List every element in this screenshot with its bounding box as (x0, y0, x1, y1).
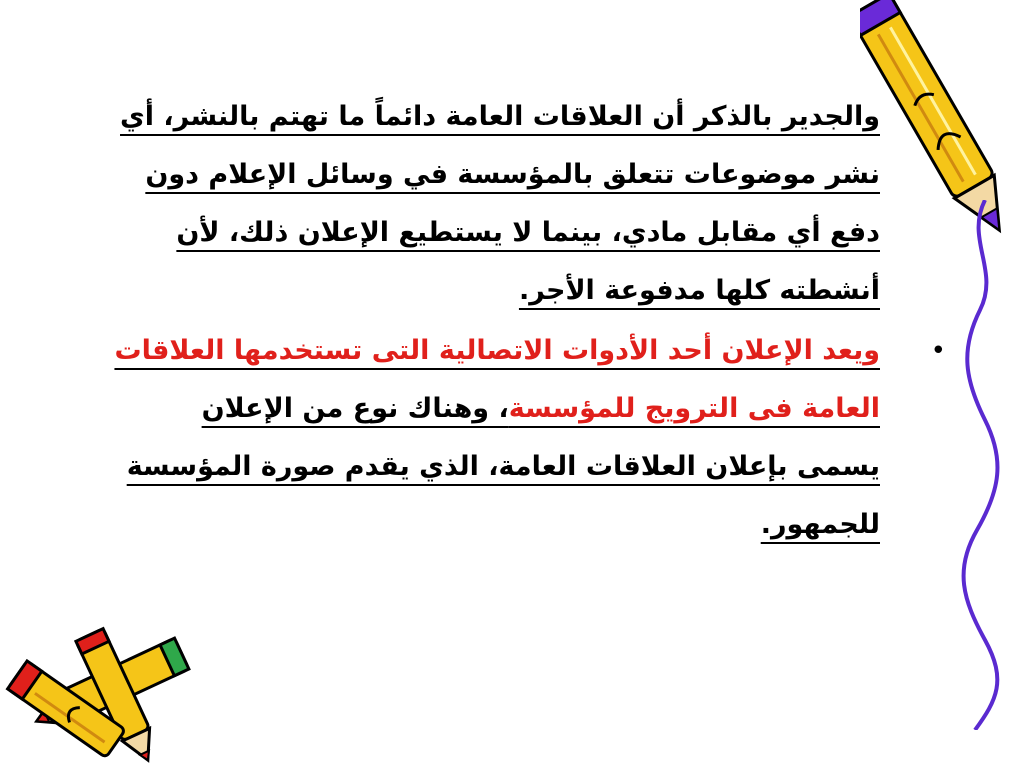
slide-body (110, 88, 946, 554)
pencils-clipart-bottom-left (0, 618, 210, 768)
bullet-rest-text: ، وهناك نوع من الإعلان يسمى بإعلان العلاقات العامة، الذي يقدم صورة المؤسسة للجمهور. (126, 393, 880, 540)
body-paragraph: والجدير بالذكر أن العلاقات العامة دائماً ما تهتم بالنشر، أي نشر موضوعات تتعلق بالمؤسسة في وسائل الإعلام دون دفع أي مقابل مادي، بينما لا يستطيع الإعلان ذلك، لأن أنشطته كلها مدفوعة الأجر. (120, 101, 880, 306)
bullet-item (110, 322, 946, 554)
highlighted-text: ويعد الإعلان أحد الأدوات الاتصالية التى تستخدمها العلاقات العامة فى الترويج للمؤسسة (114, 335, 880, 424)
bullet-marker: • (930, 336, 946, 366)
wavy-line-right (955, 200, 1005, 730)
bullet-paragraph (110, 322, 880, 554)
